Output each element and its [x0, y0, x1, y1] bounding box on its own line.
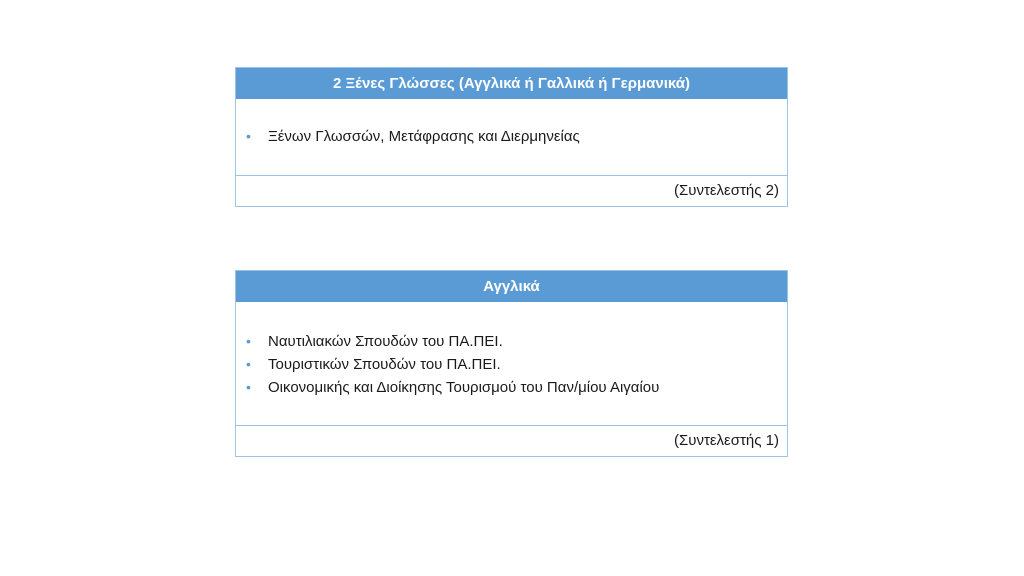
foreign-languages-panel	[235, 67, 788, 207]
list-item	[246, 125, 787, 148]
panel-title: 2 Ξένες Γλώσσες (Αγγλικά ή Γαλλικά ή Γερμανικά)	[236, 68, 787, 99]
list-item-label: Ναυτιλιακών Σπουδών του ΠΑ.ΠΕΙ.	[268, 333, 503, 350]
list-item	[246, 353, 787, 376]
department-list	[236, 99, 787, 176]
bullet-icon: •	[246, 128, 251, 144]
list-item-label: Ξένων Γλωσσών, Μετάφρασης και Διερμηνείας	[268, 128, 580, 145]
bullet-icon: •	[246, 333, 251, 349]
list-item-label: Οικονομικής και Διοίκησης Τουρισμού του Παν/μίου Αιγαίου	[268, 379, 660, 396]
list-item	[246, 376, 787, 399]
english-panel	[235, 270, 788, 457]
coefficient-label: (Συντελεστής 1)	[673, 432, 779, 449]
coefficient-label: (Συντελεστής 2)	[673, 182, 779, 199]
bullet-icon: •	[246, 379, 251, 395]
list-item	[246, 330, 787, 353]
bullet-icon: •	[246, 356, 251, 372]
list-item-label: Τουριστικών Σπουδών του ΠΑ.ΠΕΙ.	[268, 356, 501, 373]
department-list	[236, 302, 787, 426]
panel-title: Αγγλικά	[236, 271, 787, 302]
